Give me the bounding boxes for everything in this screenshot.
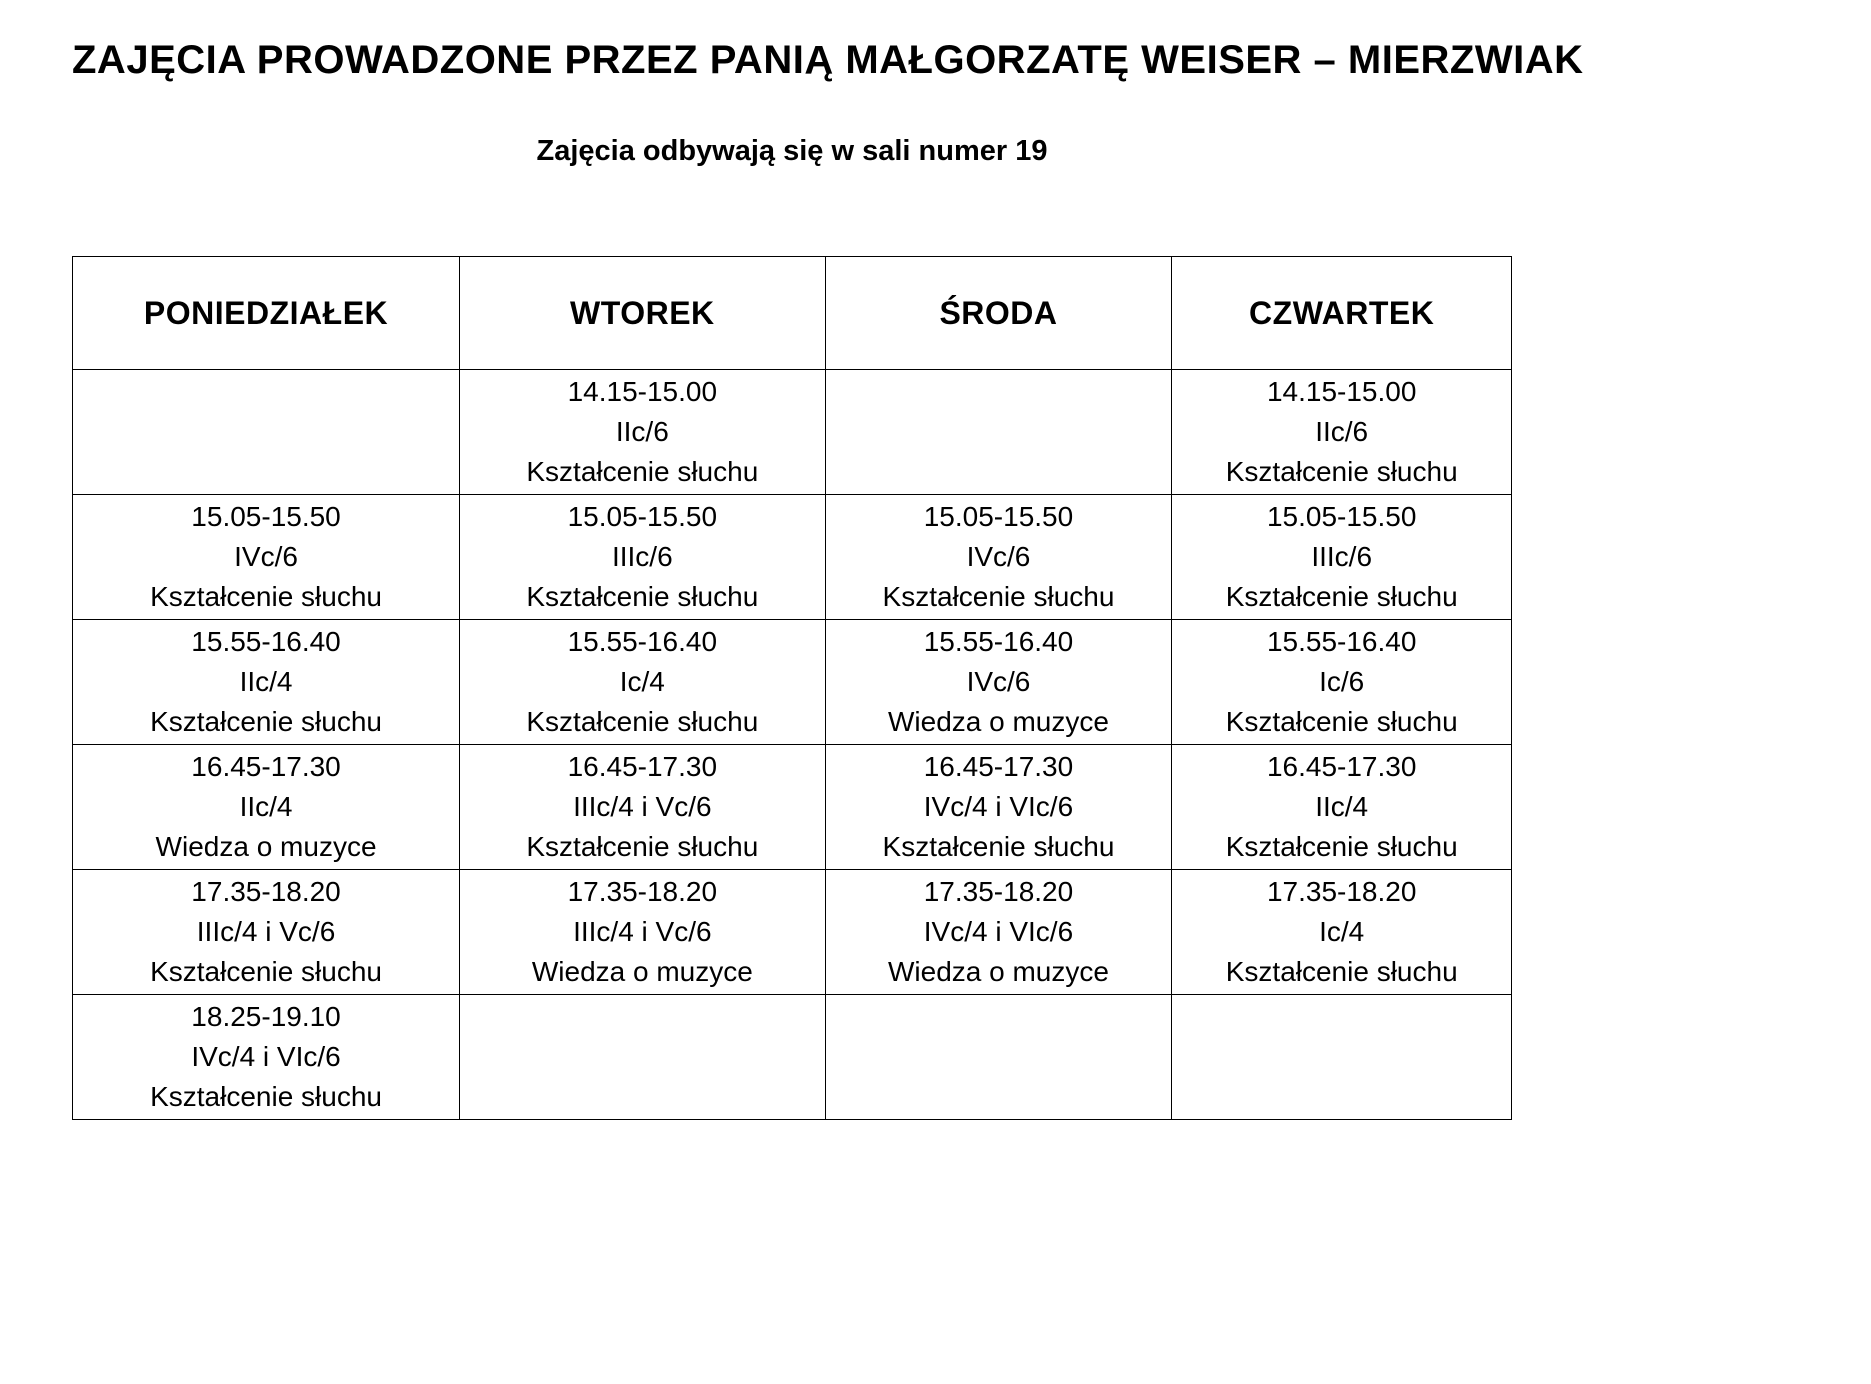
schedule-cell-line: 16.45-17.30 [567, 751, 718, 782]
schedule-cell-line: Wiedza o muzyce [531, 956, 753, 987]
schedule-cell-line: 16.45-17.30 [1266, 751, 1417, 782]
schedule-cell-line: Kształcenie słuchu [150, 581, 382, 612]
schedule-cell [825, 620, 1172, 745]
document-content [72, 0, 1584, 1120]
schedule-cell-line: IIc/4 [1315, 791, 1369, 822]
schedule-cell-line: 16.45-17.30 [923, 751, 1074, 782]
schedule-cell [1172, 495, 1512, 620]
schedule-cell-line: Kształcenie słuchu [150, 706, 382, 737]
schedule-cell-line: Wiedza o muzyce [887, 956, 1109, 987]
schedule-cell-line: Kształcenie słuchu [526, 456, 759, 487]
schedule-cell [73, 870, 460, 995]
schedule-cell-line: Kształcenie słuchu [150, 1081, 382, 1112]
schedule-cell-line: Kształcenie słuchu [1225, 956, 1458, 987]
schedule-body [73, 370, 1512, 1120]
schedule-cell-line: IIIc/6 [611, 541, 673, 572]
schedule-cell-line: 14.15-15.00 [1266, 376, 1417, 407]
schedule-cell-line: 15.55-16.40 [191, 626, 341, 657]
schedule-cell [825, 995, 1172, 1120]
schedule-cell-line: IVc/4 i VIc/6 [923, 791, 1074, 822]
schedule-cell [1172, 370, 1512, 495]
schedule-cell [460, 495, 826, 620]
table-row [73, 870, 1512, 995]
schedule-cell [460, 870, 826, 995]
schedule-cell [73, 495, 460, 620]
schedule-cell [825, 745, 1172, 870]
schedule-cell-line: 15.05-15.50 [923, 501, 1074, 532]
schedule-cell-line: 15.05-15.50 [1266, 501, 1417, 532]
schedule-cell-line: Ic/6 [1319, 666, 1365, 697]
schedule-cell-line: Kształcenie słuchu [1225, 456, 1458, 487]
schedule-cell [1172, 745, 1512, 870]
column-header-tuesday: WTOREK [460, 257, 826, 370]
table-row [73, 620, 1512, 745]
schedule-cell [460, 370, 826, 495]
schedule-cell-line: Kształcenie słuchu [1225, 706, 1458, 737]
schedule-cell-line: Ic/4 [619, 666, 665, 697]
schedule-cell [460, 745, 826, 870]
table-row [73, 370, 1512, 495]
schedule-cell-line: IVc/6 [966, 541, 1031, 572]
schedule-cell-line: 15.55-16.40 [923, 626, 1074, 657]
schedule-cell-line: Kształcenie słuchu [526, 706, 759, 737]
schedule-cell [1172, 620, 1512, 745]
schedule-cell [460, 995, 826, 1120]
schedule-cell-line: IVc/6 [966, 666, 1031, 697]
schedule-cell-line: 17.35-18.20 [191, 876, 341, 907]
schedule-cell [1172, 870, 1512, 995]
schedule-cell [73, 745, 460, 870]
table-row [73, 995, 1512, 1120]
schedule-cell-line: 15.05-15.50 [191, 501, 341, 532]
schedule-cell-line: 16.45-17.30 [191, 751, 341, 782]
schedule-cell-line: 17.35-18.20 [567, 876, 718, 907]
schedule-cell-line: Kształcenie słuchu [150, 956, 382, 987]
schedule-cell [825, 870, 1172, 995]
schedule-cell-line: IIc/6 [1315, 416, 1369, 447]
schedule-cell-line: IIIc/4 i Vc/6 [196, 916, 336, 947]
column-header-wednesday: ŚRODA [825, 257, 1172, 370]
schedule-cell-line: Ic/4 [1319, 916, 1365, 947]
schedule-cell-line: Wiedza o muzyce [155, 831, 377, 862]
schedule-cell-line: 15.05-15.50 [567, 501, 718, 532]
schedule-cell-line: IIc/6 [615, 416, 669, 447]
schedule-table [72, 256, 1512, 1120]
schedule-cell-line: Kształcenie słuchu [526, 581, 759, 612]
schedule-cell-line: IIc/4 [239, 666, 293, 697]
schedule-cell-line: Kształcenie słuchu [882, 581, 1115, 612]
table-row [73, 745, 1512, 870]
schedule-cell-line: 14.15-15.00 [567, 376, 718, 407]
column-header-monday: PONIEDZIAŁEK [73, 257, 460, 370]
page-title: ZAJĘCIA PROWADZONE PRZEZ PANIĄ MAŁGORZATĘ WEISER – MIERZWIAK [72, 38, 1584, 82]
schedule-cell-line: IIIc/6 [1311, 541, 1373, 572]
schedule-cell [73, 995, 460, 1120]
schedule-cell [460, 620, 826, 745]
column-header-thursday: CZWARTEK [1172, 257, 1512, 370]
schedule-cell-line: IIc/4 [239, 791, 293, 822]
schedule-cell-line: 17.35-18.20 [1266, 876, 1417, 907]
schedule-cell-line: IVc/4 i VIc/6 [923, 916, 1074, 947]
schedule-cell-line: Kształcenie słuchu [1225, 831, 1458, 862]
table-header-row [73, 257, 1512, 370]
schedule-cell-line: Kształcenie słuchu [526, 831, 759, 862]
schedule-cell-line: 15.55-16.40 [1266, 626, 1417, 657]
schedule-cell [825, 495, 1172, 620]
schedule-cell [73, 370, 460, 495]
schedule-cell-line: 18.25-19.10 [191, 1001, 341, 1032]
schedule-cell-line: IIIc/4 i Vc/6 [573, 916, 712, 947]
schedule-cell-line: Kształcenie słuchu [882, 831, 1115, 862]
schedule-cell [1172, 995, 1512, 1120]
schedule-cell-line: IVc/4 i VIc/6 [191, 1041, 341, 1072]
schedule-cell [825, 370, 1172, 495]
schedule-cell [73, 620, 460, 745]
schedule-cell-line: IVc/6 [234, 541, 298, 572]
page-subtitle: Zajęcia odbywają się w sali numer 19 [536, 135, 1048, 167]
schedule-cell-line: 17.35-18.20 [923, 876, 1074, 907]
schedule-cell-line: 15.55-16.40 [567, 626, 718, 657]
schedule-cell-line: Kształcenie słuchu [1225, 581, 1458, 612]
schedule-cell-line: IIIc/4 i Vc/6 [573, 791, 712, 822]
schedule-cell-line: Wiedza o muzyce [887, 706, 1109, 737]
table-row [73, 495, 1512, 620]
